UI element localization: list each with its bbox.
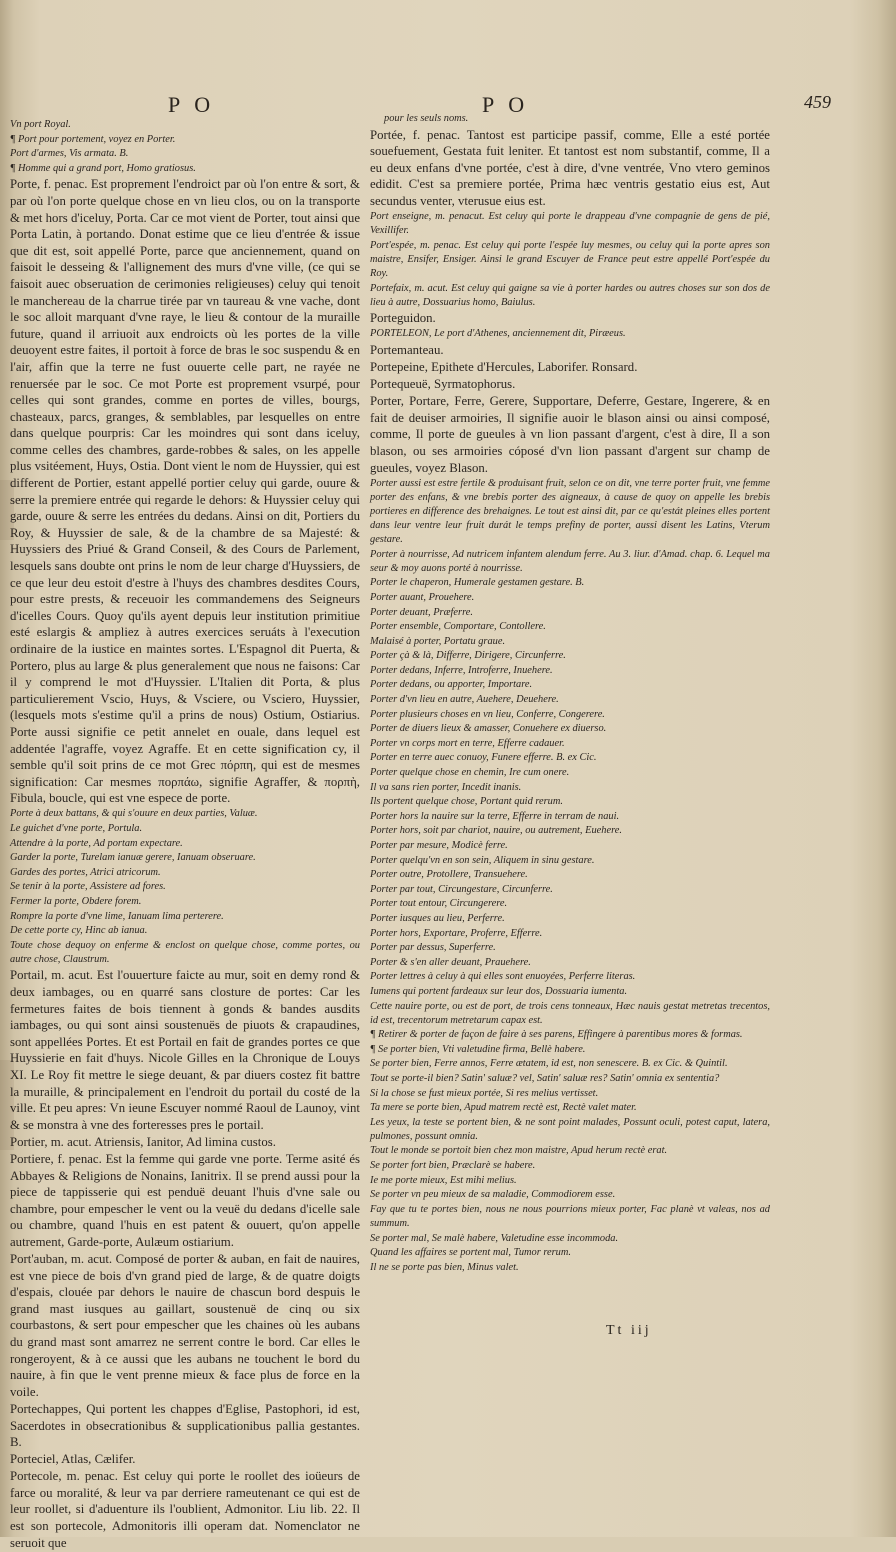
dictionary-entry: Gardes des portes, Atrici atricorum.: [10, 866, 161, 878]
dictionary-entry: Vn port Royal.: [10, 119, 71, 130]
dictionary-entry: Porter auant, Prouehere.: [370, 591, 475, 603]
dictionary-entry: De cette porte cy, Hinc ab ianua.: [10, 925, 148, 937]
dictionary-entry: Porter à nourrisse, Ad nutricem infantem alendum ferre. Au 3. liur. d'Amad. chap. 6. Lequel ma seur & moy auons porté à nourrisse.: [370, 548, 770, 574]
dictionary-entry: Porter & s'en aller deuant, Prauehere.: [370, 956, 531, 968]
dictionary-entry: Porter dedans, ou apporter, Importare.: [370, 679, 533, 691]
dictionary-entry: Porter ensemble, Comportare, Contollere.: [370, 621, 546, 633]
dictionary-entry: Porter par dessus, Superferre.: [370, 942, 496, 954]
dictionary-entry: pour les seuls noms.: [384, 113, 469, 124]
dictionary-entry: Porteguidon.: [370, 311, 436, 326]
dictionary-entry: Si la chose se fust mieux portée, Si res melius vertisset.: [370, 1087, 599, 1099]
right-column: [370, 112, 770, 1275]
dictionary-entry: Porter aussi est estre fertile & produisant fruit, selon ce on dit, vne terre porter fruit, vne femme porter des enfans, & vne brebis porter des aigneaux, à cause de quoy on appelle les brebis portieres en difference des brehaignes. Le tout est ainsi dit, par ce qu'estát pleines elles portent dans leur ventre leur fruit durát le temps prefiny de porter, aussi disent les Latins, Vterum gestare.: [370, 477, 770, 546]
dictionary-entry: Portail, m. acut. Est l'ouuerture faicte au mur, soit en demy rond & deux iambages, ou en quarré sans closture de portes: Car les fermetures faites de bois tiennent à gonds & bandes ausdits iambages, ou qui sont ainsi soustenuës de piuots & crapaudines, sont appellées Portes. Et est Portail en fait de grandes portes ce que Huyssierie en fait d'huys. Nicole Gilles en la Chronique de Louys XI. Le Roy fit mettre le siege deuant, & par diuers costez fit battre la muraille, & principalement en l'endroit du portail du costé de la ville. Et peu apres: Vn ieune Escuyer nommé Raoul de Launoy, vint & se monstra à vne des forteresses pres le portail.: [10, 968, 360, 1132]
printer-signature: Tt iij: [606, 1323, 652, 1338]
dictionary-entry: Porter hors, Exportare, Proferre, Efferre.: [370, 927, 543, 939]
dictionary-entry: Les yeux, la teste se portent bien, & ne sont point malades, Possunt oculi, potest caput, latera, pulmones, possunt omnia.: [370, 1116, 770, 1142]
dictionary-entry: Porter tout entour, Circungerere.: [370, 898, 508, 910]
dictionary-entry: Porter lettres à celuy à qui elles sont enuoyées, Perferre literas.: [370, 971, 636, 983]
dictionary-entry: Portechappes, Qui portent les chappes d'Eglise, Pastophori, id est, Sacerdotes in obsecrationibus & supplicationibus pallia gestantes. B.: [10, 1401, 360, 1450]
dictionary-entry: Porter plusieurs choses en vn lieu, Conferre, Congerere.: [370, 708, 605, 720]
dictionary-entry: Porteciel, Atlas, Cælifer.: [10, 1452, 136, 1467]
dictionary-entry: Tout le monde se portoit bien chez mon maistre, Apud herum rectè erat.: [370, 1145, 668, 1157]
dictionary-entry: Ta mere se porte bien, Apud matrem rectè est, Rectè valet mater.: [370, 1102, 637, 1114]
dictionary-entry: ¶ Homme qui a grand port, Homo gratiosus.: [10, 162, 196, 174]
dictionary-entry: Port d'armes, Vis armata. B.: [10, 148, 129, 160]
dictionary-entry: Il ne se porte pas bien, Minus valet.: [370, 1261, 519, 1273]
dictionary-entry: Porter quelqu'vn en son sein, Aliquem in sinu gestare.: [370, 854, 595, 866]
dictionary-entry: Portée, f. penac. Tantost est participe passif, comme, Elle a esté portée souefuement, Gestata fuit leniter. Et tantost est nom substantif, comme, Il a eu deux enfans d'vne portée, c'est à dire, d'vne ventrée, Vno vtero geminos edidit. C'est sa premiere portée, Prima hæc ventris gestatio eius est, Aut secundus venter, vterusue eius est.: [370, 127, 770, 208]
dictionary-entry: Port'auban, m. acut. Composé de porter & auban, en fait de nauires, est vne piece de bois d'vn grand pied de large, & de quatre doigts d'espais, clouée par dehors le nauire de chascun bord despuis le grand mast iusques au gaillart, soustenuë de cinq ou six courbastons, & sert pour empescher que les chaines où les aubans du grand mast sont amarrez ne serrent contre le bord. Car elles le rongeroyent, & à ce aussi que les aubans ne touchent le bord du nauire, à fin que le vent prenne mieux & face plus de force en la voile.: [10, 1252, 360, 1399]
dictionary-entry: Porter iusques au lieu, Perferre.: [370, 912, 505, 924]
dictionary-entry: Portepeine, Epithete d'Hercules, Laborifer. Ronsard.: [370, 360, 638, 374]
dictionary-entry: Port enseigne, m. penacut. Est celuy qui porte le drappeau d'vne compagnie de gens de pié, Vexillifer.: [370, 211, 770, 237]
dictionary-entry: Portier, m. acut. Atriensis, Ianitor, Ad limina custos.: [10, 1134, 276, 1149]
dictionary-entry: Porter de diuers lieux & amasser, Conuehere ex diuerso.: [370, 723, 607, 735]
dictionary-entry: Ils portent quelque chose, Portant quid rerum.: [370, 796, 563, 808]
running-header-left: PO: [168, 92, 225, 117]
dictionary-entry: Porter hors, soit par chariot, nauire, ou autrement, Euehere.: [370, 825, 622, 837]
dictionary-entry: Porter par tout, Circungestare, Circunferre.: [370, 883, 553, 895]
dictionary-entry: Rompre la porte d'vne lime, Ianuam lima perterere.: [10, 910, 224, 922]
dictionary-entry: Porter, Portare, Ferre, Gerere, Supportare, Deferre, Gestare, Ingerere, & en fait de deuiser armoiries, Il signifie auoir le blason ainsi ou ainsi composé, comme, Il porte de gueules à vn lion passant d'argent, c'est à dire, Il a son blason, ou ses armoiries cóposé d'vn lion passant d'argent sur champ de gueules, voyez Blason.: [370, 394, 770, 475]
dictionary-entry: Porte à deux battans, & qui s'ouure en deux parties, Valuæ.: [10, 808, 258, 820]
running-header-right: PO: [482, 92, 539, 117]
dictionary-entry: Fay que tu te portes bien, nous ne nous pourrions mieux porter, Fac planè vt valeas, nos ad summum.: [370, 1203, 770, 1229]
dictionary-entry: Portefaix, m. acut. Est celuy qui gaigne sa vie à porter hardes ou autres choses sur son dos de lieu à autre, Dossuarius homo, Baiulus.: [370, 282, 770, 308]
dictionary-entry: Attendre à la porte, Ad portam expectare.: [10, 837, 183, 849]
dictionary-entry: Se tenir à la porte, Assistere ad fores.: [10, 881, 166, 893]
page-number: 459: [804, 92, 831, 112]
dictionary-entry: Porter deuant, Præferre.: [370, 606, 473, 618]
dictionary-entry: Porter dedans, Inferre, Introferre, Inuehere.: [370, 664, 553, 676]
dictionary-entry: Porte, f. penac. Est proprement l'endroict par où l'on entre & sort, & par où l'on porte quelque chose en vn lieu clos, ou on la transporte & met hors d'iceluy, Porta. Car ce mot vient de Porter, tout ainsi que Porta Latin, à portando. Donat estime que ce lieu d'entrée & issue que dit est, soit appellé Porte, parce que anciennement, quand on faisoit le desseing & l'allignement des murs d'vne ville, (ce qui se faisoit auec obseruation de cerimonies religieuses) celuy qui tenoit le manchereau de la charrue tirée par vn taureau & vne vache, dont le soc alloit marquant d'vne raye, le lieu & contour de la muraille future, quand il arriuoit aux endroicts où les portes de la ville deuoyent estre faites, il portoit à force de bras le soc suspendu & en l'air, affin que la terre ne fust ouuerte celle part, ne rayée ne renuersée par le soc. Ce mot Porte est proprement vsurpé, pour celles qui sont grandes, comme en portes de villes, bourgs, chasteaux, parcs, granges, & semblables, par lesquelles on entre dans quelque pourpris: Car les moindres qui sont dans iceluy, comme celles des chambres, garde-robbes & sales, on les appelle plus vsitéement, Huys, Ostia. Dont vient le nom de Huyssier, qui est different de Portier, estant appellé portier celuy qui garde, ouure & serre la premiere entrée qui regarde le dehors: & Huyssier celuy qui garde, ouure & serre les entrées du dedans. Ainsi on dit, Portiers du Roy, & Huyssier de sale, & de la chambre de sa Majesté: & Huyssiers des Priué & Grand Conseil, & des Cours de Parlement, lesquels sans doubte ont prins le nom de leur charge d'Huyssiers, de ce que leur deu estoit d'estre à l'huys des chambres desdites Cours, pour estre prests, & receuoir les commandemens des Seigneurs d'icelles Cours. Quoy qu'ils ayent depuis leur institution primitiue esté eslargis & ampliez à autres exercices seruáts à l'execution ordinaire de la iustice en maintes sortes. L'Espagnol dit Puerta, & Portero, plus au large & plus generalement que nous ne faisons: Car il y comprend le mot d'Huyssier. L'Italien dit Porta, & plus particulierement Vscio, Huys, & Vsciere, ou Vsciero, Huyssier, (lesquels mots s'estime qu'il a prins de nous) Ostium, Ostiarius. Porte aussi signifie ce petit annelet en ouale, dans lequel est addentée l'agraffe, voyez Agraffe. Et en cette signification cy, il semble qu'il soit prins de ce mot Grec πόρπη, qui est de mesmes signification: Car mesmes πορπάω, signifie Agraffer, & πορπὴ, Fibula, boucle, qui est vne espece de porte.: [10, 177, 360, 806]
dictionary-entry: Porter en terre auec conuoy, Funere efferre. B. ex Cic.: [370, 752, 597, 764]
dictionary-entry: Porter çà & là, Differre, Dirigere, Circunferre.: [370, 650, 566, 662]
dictionary-entry: Portemanteau.: [370, 342, 444, 357]
dictionary-entry: Garder la porte, Turelam ianuæ gerere, Ianuam obseruare.: [10, 852, 256, 864]
dictionary-entry: Toute chose dequoy on enferme & enclost on quelque chose, comme portes, ou autre chose, Claustrum.: [10, 939, 360, 965]
dictionary-entry: Fermer la porte, Obdere forem.: [10, 896, 142, 907]
dictionary-entry: Portiere, f. penac. Est la femme qui garde vne porte. Terme asité és Abbayes & Religions de Nonains, Ianitrix. Il se prend aussi pour la piece de tappisserie qui est penduë deuant l'huis d'vne sale ou chambre, pour empescher le vent ou la veuë du dedans d'icelle sale ou chambre, quand l'huis en est patent & ouuert, qu'on appelle autrement, Garde-porte, Aulæum ostiarium.: [10, 1152, 360, 1249]
dictionary-entry: Port'espée, m. penac. Est celuy qui porte l'espée luy mesmes, ou celuy qui la porte apres son maistre, Ensifer, Ensiger. Ainsi le grand Escuyer de France peut estre appellé Port'espée du Roy.: [370, 239, 770, 279]
dictionary-entry: Le guichet d'vne porte, Portula.: [10, 823, 143, 835]
dictionary-entry: Iumens qui portent fardeaux sur leur dos, Dossuaria iumenta.: [370, 985, 628, 997]
dictionary-entry: PORTELEON, Le port d'Athenes, anciennement dit, Piræeus.: [370, 328, 626, 340]
dictionary-entry: Quand les affaires se portent mal, Tumor rerum.: [370, 1247, 571, 1259]
dictionary-entry: Il va sans rien porter, Incedit inanis.: [370, 781, 522, 793]
dictionary-entry: Portequeuë, Syrmatophorus.: [370, 377, 516, 392]
dictionary-entry: Porter le chaperon, Humerale gestamen gestare. B.: [370, 577, 585, 589]
dictionary-entry: Malaisé à porter, Portatu graue.: [370, 635, 506, 647]
dictionary-entry: Portecole, m. penac. Est celuy qui porte le roollet des ioüeurs de farce ou moralité, & leur va par derriere rameutenant ce qui est de leur roollet, si d'aduenture ils l'oublient, Admonitor. Liu lib. 22. Il est son portecole, Admonitoris illi operam dat. Nomenclator ne seruoit que: [10, 1469, 360, 1550]
dictionary-entry: Porter quelque chose en chemin, Ire cum onere.: [370, 767, 570, 779]
dictionary-entry: Ie me porte mieux, Est mihi melius.: [370, 1174, 517, 1186]
dictionary-entry: Porter outre, Protollere, Transuehere.: [370, 869, 528, 881]
dictionary-entry: Se porter vn peu mieux de sa maladie, Commodiorem esse.: [370, 1189, 616, 1201]
dictionary-entry: Porter vn corps mort en terre, Efferre cadauer.: [370, 737, 565, 749]
dictionary-entry: ¶ Retirer & porter de façon de faire à ses parens, Effingere à parentibus mores & formas.: [370, 1029, 743, 1041]
dictionary-entry: Porter hors la nauire sur la terre, Efferre in terram de naui.: [370, 810, 620, 822]
dictionary-entry: Se porter bien, Ferre annos, Ferre ætatem, id est, non senescere. B. ex Cic. & Quintil.: [370, 1058, 728, 1070]
dictionary-entry: Se porter fort bien, Præclarè se habere.: [370, 1160, 536, 1172]
dictionary-entry: Se porter mal, Se malè habere, Valetudine esse incommoda.: [370, 1232, 619, 1244]
dictionary-entry: Porter par mesure, Modicè ferre.: [370, 840, 508, 851]
left-column: [10, 118, 360, 1552]
dictionary-entry: ¶ Se porter bien, Vti valetudine firma, Bellè habere.: [370, 1043, 586, 1055]
dictionary-entry: Porter d'vn lieu en autre, Auehere, Deuehere.: [370, 694, 559, 706]
dictionary-entry: ¶ Port pour portement, voyez en Porter.: [10, 133, 176, 145]
dictionary-entry: Tout se porte-il bien? Satin' saluæ? vel, Satin' saluæ res? Satin' omnia ex sententia?: [370, 1073, 720, 1084]
dictionary-entry: Cette nauire porte, ou est de port, de trois cens tonneaux, Hæc nauis gestat metretas trecentos, id est, trecentorum metretarum capax est.: [370, 1000, 770, 1026]
